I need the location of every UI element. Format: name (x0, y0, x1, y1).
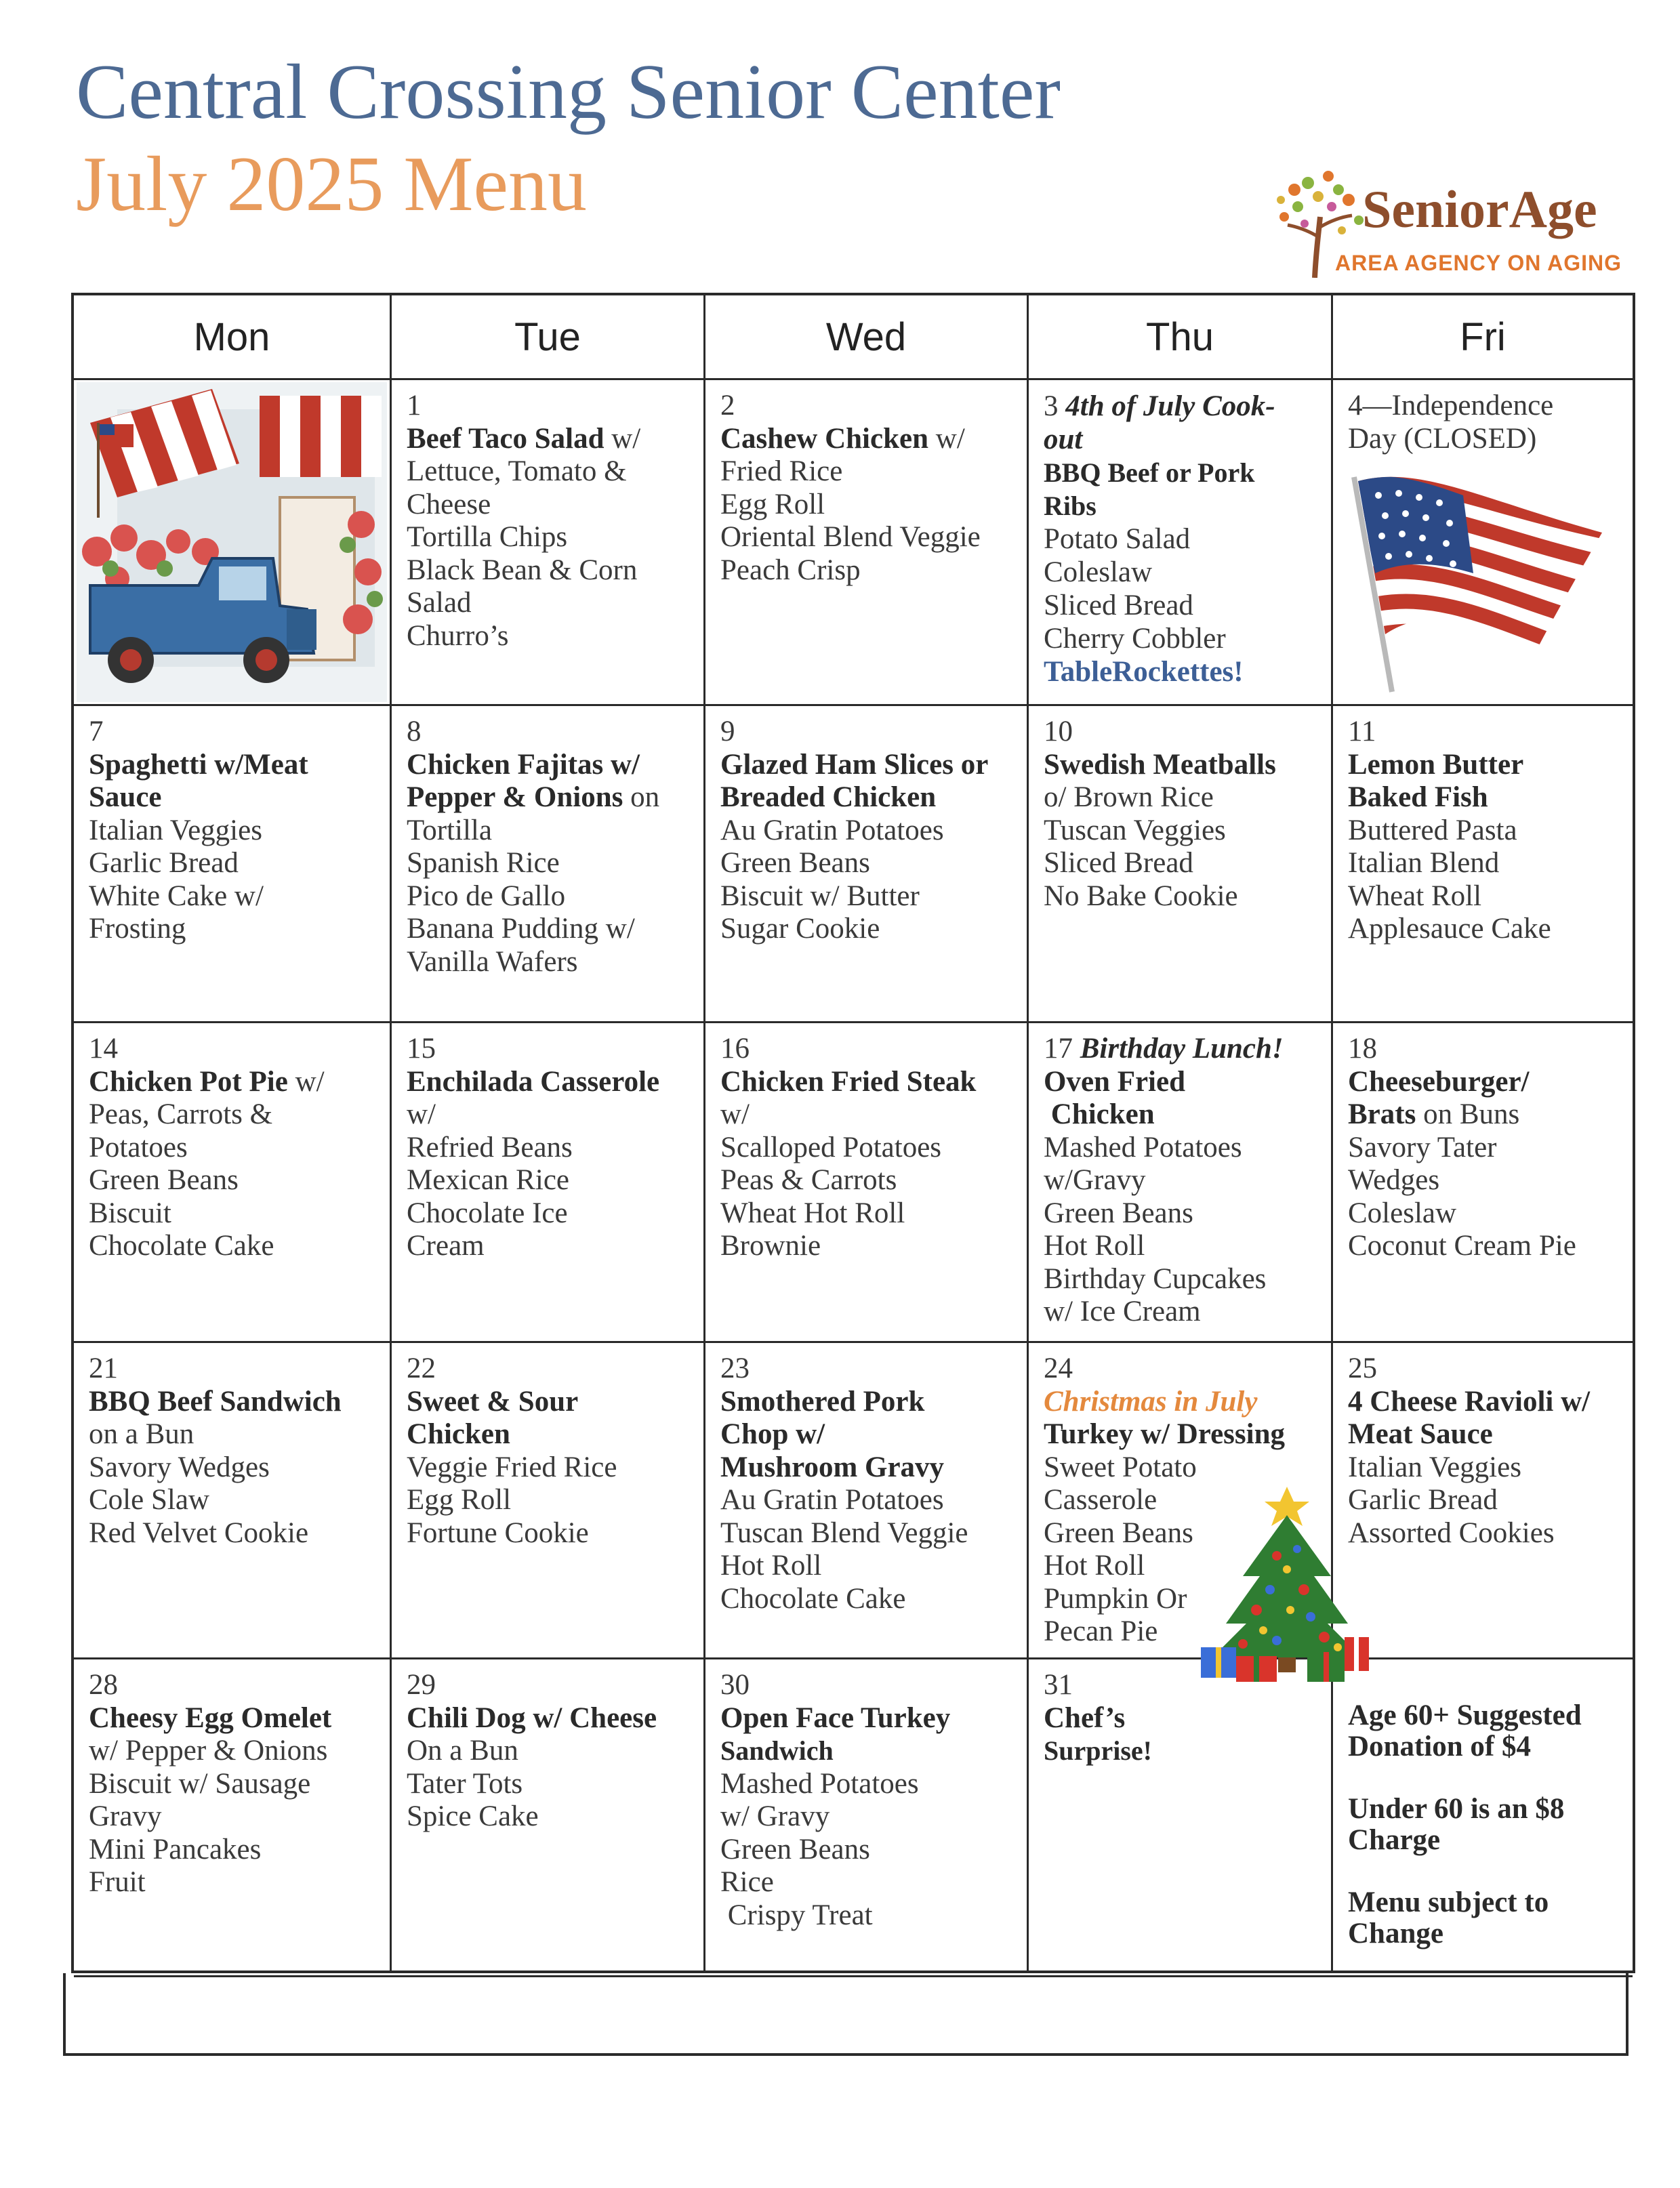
header-wed: Wed (825, 314, 907, 359)
logo-name: SeniorAge (1362, 180, 1597, 239)
menu-day-1: 1 Beef Taco Salad w/ Lettuce, Tomato & Cheese Tortilla Chips Black Bean & Corn Salad Churro’s (407, 390, 641, 652)
menu-day-30: 30 Open Face Turkey Sandwich Mashed Potatoes w/ Gravy Green Beans Rice Crispy Treat (720, 1669, 951, 1931)
menu-day-22: 22 Sweet & Sour Chicken Veggie Fried Rice Egg Roll Fortune Cookie (407, 1353, 617, 1549)
menu-day-24: 24 Christmas in July Turkey w/ Dressing Sweet Potato Casserole Green Beans Hot Roll Pumpkin Or Pecan Pie (1044, 1353, 1286, 1647)
menu-day-25: 25 4 Cheese Ravioli w/ Meat Sauce Italian Veggies Garlic Bread Assorted Cookies (1348, 1353, 1591, 1549)
header-thu: Thu (1146, 314, 1214, 359)
menu-day-18: 18 Cheeseburger/ Brats on Buns Savory Tater Wedges Coleslaw Coconut Cream Pie (1348, 1033, 1576, 1262)
donation-notes: Age 60+ Suggested Donation of $4 Under 60 is an $8 Charge Menu subject to Change (1348, 1699, 1582, 1949)
menu-calendar (71, 293, 1635, 1973)
menu-day-28: 28 Cheesy Egg Omelet w/ Pepper & Onions Biscuit w/ Sausage Gravy Mini Pancakes Fruit (89, 1669, 332, 1898)
menu-day-17: 17 Birthday Lunch! Oven Fried Chicken Mashed Potatoes w/Gravy Green Beans Hot Roll Birthday Cupcakes w/ Ice Cream (1044, 1033, 1284, 1327)
menu-day-21: 21 BBQ Beef Sandwich on a Bun Savory Wedges Cole Slaw Red Velvet Cookie (89, 1353, 342, 1549)
menu-day-7: 7 Spaghetti w/Meat Sauce Italian Veggies Garlic Bread White Cake w/ Frosting (89, 716, 308, 945)
menu-day-23: 23 Smothered Pork Chop w/ Mushroom Gravy Au Gratin Potatoes Tuscan Blend Veggie Hot Roll Chocolate Cake (720, 1353, 968, 1615)
menu-day-11: 11 Lemon Butter Baked Fish Buttered Pasta Italian Blend Wheat Roll Applesauce Cake (1348, 716, 1551, 945)
header-fri: Fri (1460, 314, 1506, 359)
menu-day-16: 16 Chicken Fried Steak w/ Scalloped Potatoes Peas & Carrots Wheat Hot Roll Brownie (720, 1033, 977, 1262)
menu-day-3: 3 4th of July Cook- out BBQ Beef or Pork Ribs Potato Salad Coleslaw Sliced Bread Cherry Cobbler TableRockettes! (1044, 390, 1275, 688)
footer-empty-row (63, 1973, 1628, 2056)
menu-day-8: 8 Chicken Fajitas w/ Pepper & Onions on Tortilla Spanish Rice Pico de Gallo Banana Pudding w/ Vanilla Wafers (407, 716, 660, 978)
center-name: Central Crossing Senior Center (76, 49, 1061, 136)
menu-day-31: 31 Chef’s Surprise! (1044, 1669, 1152, 1766)
header-tue: Tue (514, 314, 581, 359)
header-mon: Mon (193, 314, 270, 359)
logo-subtitle: AREA AGENCY ON AGING (1335, 251, 1622, 275)
senior-age-logo (1267, 163, 1626, 278)
menu-day-4: 4—Independence Day (CLOSED) (1348, 390, 1554, 455)
menu-day-2: 2 Cashew Chicken w/ Fried Rice Egg Roll Oriental Blend Veggie Peach Crisp (720, 390, 981, 586)
menu-day-29: 29 Chili Dog w/ Cheese On a Bun Tater Tots Spice Cake (407, 1669, 657, 1832)
storefront-truck-picture (77, 382, 387, 702)
menu-day-10: 10 Swedish Meatballs o/ Brown Rice Tuscan Veggies Sliced Bread No Bake Cookie (1044, 716, 1276, 912)
menu-day-14: 14 Chicken Pot Pie w/ Peas, Carrots & Potatoes Green Beans Biscuit Chocolate Cake (89, 1033, 325, 1262)
menu-day-9: 9 Glazed Ham Slices or Breaded Chicken Au Gratin Potatoes Green Beans Biscuit w/ Butter Sugar Cookie (720, 716, 989, 945)
american-flag-icon (1345, 472, 1609, 695)
christmas-tree-icon (1195, 1474, 1372, 1685)
menu-day-15: 15 Enchilada Casserole w/ Refried Beans Mexican Rice Chocolate Ice Cream (407, 1033, 660, 1262)
menu-title: July 2025 Menu (76, 141, 587, 228)
